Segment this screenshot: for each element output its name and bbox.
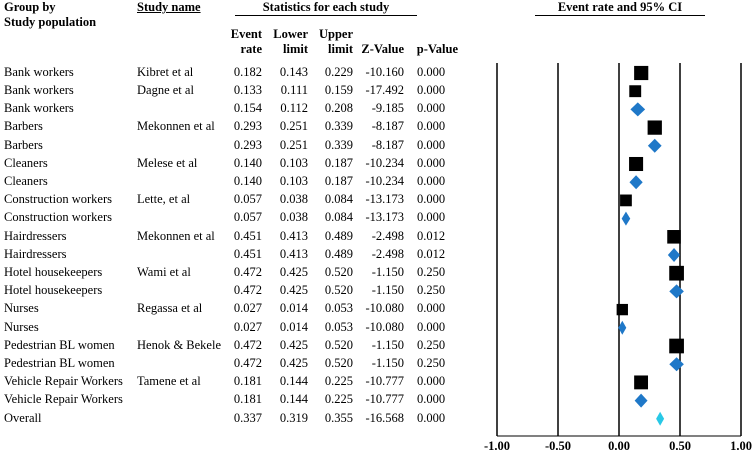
subgroup-diamond-marker [648, 139, 662, 153]
row-upper-cell: 0.520 [324, 355, 353, 370]
lower-limit-header-line2: limit [283, 42, 308, 56]
row-group-cell: Nurses [4, 301, 39, 316]
row-upper-cell: 0.339 [324, 137, 353, 152]
row-z-cell: -10.777 [365, 374, 404, 389]
study-square-marker [620, 195, 632, 207]
row-z-cell: -17.492 [365, 82, 404, 97]
row-upper-cell: 0.520 [324, 264, 353, 279]
row-lower-cell: 0.413 [279, 246, 308, 261]
row-study-cell: Tamene et al [137, 374, 201, 389]
row-z-cell: -10.234 [365, 173, 404, 188]
row-group-cell: Vehicle Repair Workers [4, 392, 123, 407]
row-group-cell: Nurses [4, 319, 39, 334]
row-lower-cell: 0.103 [279, 173, 308, 188]
row-z-cell: -9.185 [371, 101, 404, 116]
group-header-line1: Group by [4, 0, 56, 14]
row-z-cell: -1.150 [371, 283, 404, 298]
row-lower-cell: 0.319 [279, 410, 308, 425]
row-p-cell: 0.000 [416, 301, 446, 316]
row-lower-cell: 0.251 [279, 119, 308, 134]
row-upper-cell: 0.355 [324, 410, 353, 425]
row-lower-cell: 0.425 [279, 355, 308, 370]
row-z-cell: -1.150 [371, 264, 404, 279]
subgroup-diamond-marker [635, 394, 648, 408]
row-z-cell: -10.234 [365, 155, 404, 170]
row-event-cell: 0.027 [233, 319, 262, 334]
plot-header: Event rate and 95% CI [535, 0, 705, 16]
study-square-marker [634, 66, 648, 80]
row-lower-cell: 0.038 [279, 192, 308, 207]
row-upper-cell: 0.520 [324, 283, 353, 298]
row-lower-cell: 0.103 [279, 155, 308, 170]
study-square-marker [634, 375, 648, 389]
row-event-cell: 0.154 [233, 101, 262, 116]
row-study-cell: Mekonnen et al [137, 119, 215, 134]
row-study-cell: Melese et al [137, 155, 198, 170]
row-upper-cell: 0.187 [324, 173, 353, 188]
row-p-cell: 0.250 [416, 283, 446, 298]
row-z-cell: -16.568 [365, 410, 404, 425]
row-upper-cell: 0.489 [324, 246, 353, 261]
event-rate-header-line2: rate [240, 42, 262, 56]
row-event-cell: 0.293 [233, 119, 262, 134]
row-event-cell: 0.140 [233, 155, 262, 170]
row-event-cell: 0.472 [233, 283, 262, 298]
row-lower-cell: 0.038 [279, 210, 308, 225]
row-p-cell: 0.000 [416, 64, 446, 79]
row-upper-cell: 0.229 [324, 64, 353, 79]
row-event-cell: 0.182 [233, 64, 262, 79]
row-upper-cell: 0.084 [324, 192, 353, 207]
row-event-cell: 0.027 [233, 301, 262, 316]
x-tick-label: -1.00 [483, 439, 511, 453]
p-value-header: p-Value [416, 42, 458, 56]
row-p-cell: 0.250 [416, 355, 446, 370]
row-z-cell: -8.187 [371, 137, 404, 152]
row-event-cell: 0.472 [233, 355, 262, 370]
subgroup-diamond-marker [630, 102, 645, 116]
row-event-cell: 0.293 [233, 137, 262, 152]
row-upper-cell: 0.159 [324, 82, 353, 97]
statistics-header: Statistics for each study [235, 0, 417, 16]
upper-limit-header-line1: Upper [318, 27, 353, 41]
row-z-cell: -10.080 [365, 301, 404, 316]
row-group-cell: Cleaners [4, 173, 48, 188]
row-z-cell: -10.080 [365, 319, 404, 334]
row-upper-cell: 0.339 [324, 119, 353, 134]
row-group-cell: Bank workers [4, 101, 74, 116]
row-event-cell: 0.057 [233, 210, 262, 225]
study-square-marker [629, 85, 641, 97]
subgroup-diamond-marker [629, 175, 642, 189]
row-group-cell: Hotel housekeepers [4, 283, 103, 298]
row-event-cell: 0.472 [233, 264, 262, 279]
row-upper-cell: 0.084 [324, 210, 353, 225]
row-lower-cell: 0.014 [279, 301, 308, 316]
row-lower-cell: 0.425 [279, 264, 308, 279]
study-square-marker [648, 120, 662, 134]
row-study-cell: Wami et al [137, 264, 191, 279]
row-upper-cell: 0.225 [324, 374, 353, 389]
row-lower-cell: 0.144 [279, 374, 308, 389]
row-event-cell: 0.472 [233, 337, 262, 352]
row-upper-cell: 0.053 [324, 319, 353, 334]
row-group-cell: Barbers [4, 137, 43, 152]
row-lower-cell: 0.014 [279, 319, 308, 334]
row-event-cell: 0.140 [233, 173, 262, 188]
row-p-cell: 0.000 [416, 210, 446, 225]
row-event-cell: 0.337 [233, 410, 262, 425]
row-group-cell: Construction workers [4, 210, 112, 225]
row-study-cell: Kibret et al [137, 64, 194, 79]
row-p-cell: 0.000 [416, 319, 446, 334]
row-lower-cell: 0.111 [280, 82, 308, 97]
row-group-cell: Construction workers [4, 192, 112, 207]
row-p-cell: 0.000 [416, 155, 446, 170]
row-p-cell: 0.012 [416, 228, 446, 243]
study-square-marker [669, 266, 684, 281]
row-p-cell: 0.000 [416, 173, 446, 188]
subgroup-diamond-marker [669, 357, 684, 371]
study-name-header: Study name [137, 0, 201, 14]
row-p-cell: 0.250 [416, 264, 446, 279]
row-study-cell: Lette, et al [137, 192, 191, 207]
row-p-cell: 0.000 [416, 192, 446, 207]
subgroup-diamond-marker [622, 212, 631, 226]
study-square-marker [669, 339, 684, 354]
row-z-cell: -13.173 [365, 210, 404, 225]
row-group-cell: Overall [4, 410, 42, 425]
x-tick-label: 1.00 [730, 439, 752, 453]
row-event-cell: 0.451 [233, 228, 262, 243]
row-group-cell: Pedestrian BL women [4, 355, 115, 370]
row-upper-cell: 0.520 [324, 337, 353, 352]
row-group-cell: Hairdressers [4, 246, 67, 261]
row-group-cell: Hotel housekeepers [4, 264, 103, 279]
row-p-cell: 0.000 [416, 119, 446, 134]
row-z-cell: -2.498 [371, 228, 404, 243]
row-upper-cell: 0.187 [324, 155, 353, 170]
row-p-cell: 0.000 [416, 374, 446, 389]
x-tick-label: 0.00 [608, 439, 630, 453]
row-p-cell: 0.012 [416, 246, 446, 261]
row-group-cell: Barbers [4, 119, 43, 134]
upper-limit-header-line2: limit [328, 42, 353, 56]
study-square-marker [667, 230, 681, 244]
subgroup-diamond-marker [669, 284, 684, 298]
row-lower-cell: 0.143 [279, 64, 308, 79]
row-upper-cell: 0.208 [324, 101, 353, 116]
row-group-cell: Pedestrian BL women [4, 337, 115, 352]
row-upper-cell: 0.053 [324, 301, 353, 316]
event-rate-header-line1: Event [230, 27, 262, 41]
row-upper-cell: 0.225 [324, 392, 353, 407]
row-upper-cell: 0.489 [324, 228, 353, 243]
row-p-cell: 0.000 [416, 410, 446, 425]
row-event-cell: 0.181 [233, 392, 262, 407]
row-z-cell: -10.160 [365, 64, 404, 79]
study-square-marker [617, 304, 628, 315]
x-tick-label: -0.50 [544, 439, 572, 453]
row-group-cell: Vehicle Repair Workers [4, 374, 123, 389]
row-p-cell: 0.000 [416, 392, 446, 407]
row-study-cell: Dagne et al [137, 82, 194, 97]
row-lower-cell: 0.413 [279, 228, 308, 243]
row-study-cell: Mekonnen et al [137, 228, 215, 243]
row-z-cell: -1.150 [371, 355, 404, 370]
study-square-marker [629, 157, 643, 171]
row-lower-cell: 0.425 [279, 283, 308, 298]
row-p-cell: 0.250 [416, 337, 446, 352]
row-z-cell: -8.187 [371, 119, 404, 134]
row-study-cell: Henok & Bekele [137, 337, 222, 352]
row-z-cell: -2.498 [371, 246, 404, 261]
lower-limit-header-line1: Lower [273, 27, 308, 41]
subgroup-diamond-marker [668, 248, 680, 262]
row-group-cell: Cleaners [4, 155, 48, 170]
group-header-line2: Study population [4, 15, 97, 29]
row-z-cell: -13.173 [365, 192, 404, 207]
row-group-cell: Hairdressers [4, 228, 67, 243]
row-group-cell: Bank workers [4, 64, 74, 79]
x-tick-label: 0.50 [669, 439, 691, 453]
row-p-cell: 0.000 [416, 137, 446, 152]
row-event-cell: 0.133 [233, 82, 262, 97]
row-lower-cell: 0.144 [279, 392, 308, 407]
row-p-cell: 0.000 [416, 101, 446, 116]
row-group-cell: Bank workers [4, 82, 74, 97]
row-z-cell: -1.150 [371, 337, 404, 352]
overall-diamond-marker [656, 412, 664, 426]
row-event-cell: 0.057 [233, 192, 262, 207]
row-study-cell: Regassa et al [137, 301, 203, 316]
row-lower-cell: 0.112 [280, 101, 308, 116]
row-lower-cell: 0.251 [279, 137, 308, 152]
row-z-cell: -10.777 [365, 392, 404, 407]
row-p-cell: 0.000 [416, 82, 446, 97]
z-value-header: Z-Value [361, 42, 404, 56]
row-event-cell: 0.451 [233, 246, 262, 261]
row-lower-cell: 0.425 [279, 337, 308, 352]
row-event-cell: 0.181 [233, 374, 262, 389]
